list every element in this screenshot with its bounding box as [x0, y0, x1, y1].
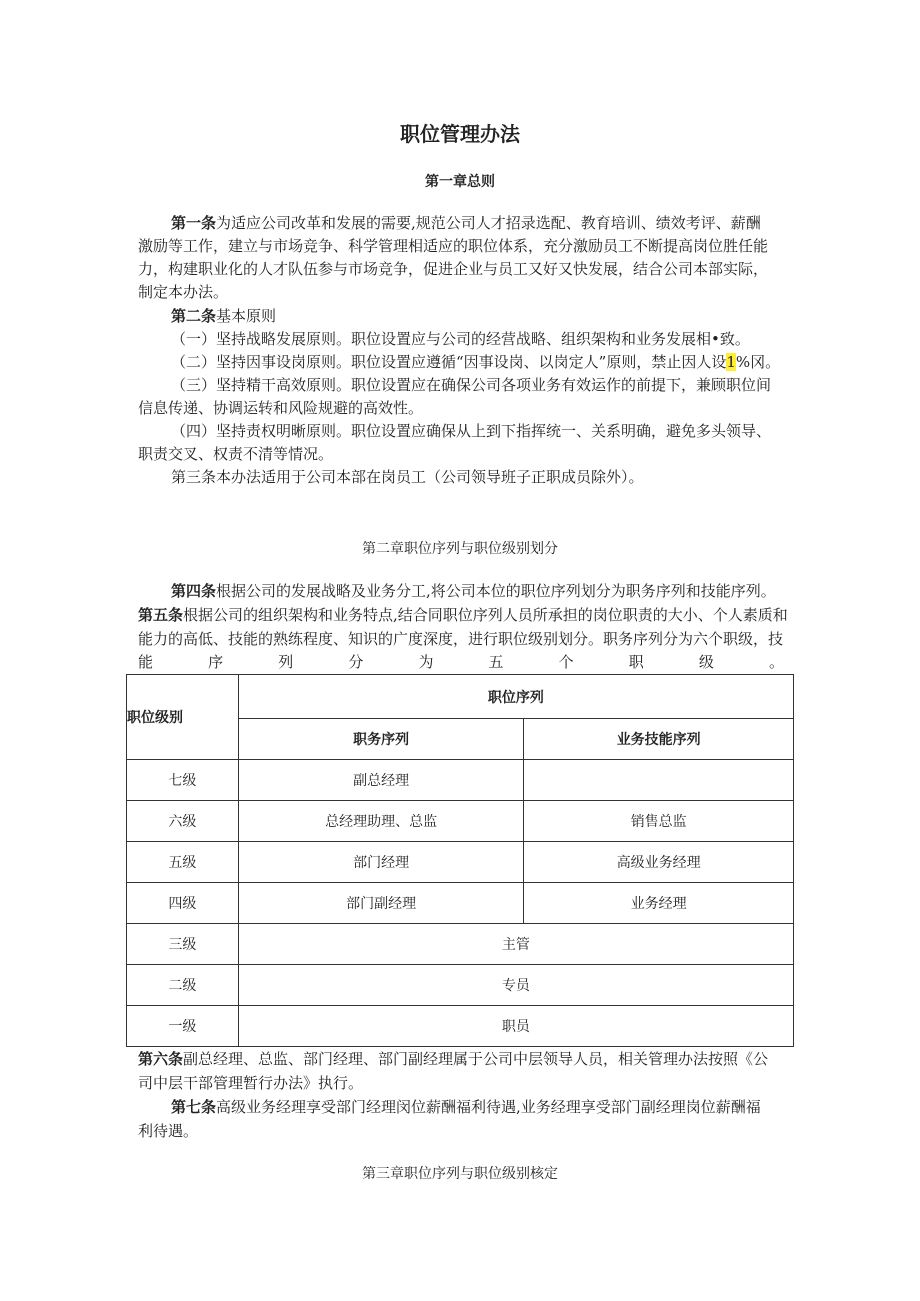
document-title: 职位管理办法 — [400, 122, 520, 146]
table-row — [127, 883, 794, 924]
article-1-text: 为适应公司改革和发展的需要,规范公司人才招录选配、教育培训、绩效考评、薪酬 — [216, 214, 761, 232]
article-3: 第三条本办法适用于公司本部在岗员工（公司领导班子正职成员除外）。 — [171, 468, 644, 486]
article-6-line: 司中层干部管理暂行办法》执行。 — [138, 1074, 364, 1092]
table-row — [127, 924, 794, 965]
highlight-mark: 1 — [726, 353, 736, 371]
header-duty: 职务序列 — [238, 719, 524, 760]
principle-4-cont: 职责交叉、权责不清等情况。 — [138, 445, 334, 463]
article-1-line: 力，构建职业化的人才队伍参与市场竞争，促进企业与员工又好又快发展，结合公司本部实际， — [138, 260, 769, 278]
char: 级 — [698, 653, 714, 671]
level-cell: 一级 — [127, 1006, 239, 1047]
article-1-line: 激励等工作，建立与市场竞争、科学管理相适应的职位体系，充分激励员工不断提高岗位胜任能 — [138, 237, 769, 255]
level-cell: 五级 — [127, 842, 239, 883]
article-6-text: 副总经理、总监、部门经理、部门副经理属于公司中层领导人员，相关管理办法按照《公 — [183, 1050, 769, 1068]
chapter-2-heading: 第二章职位序列与职位级别划分 — [362, 541, 558, 557]
level-cell: 七级 — [127, 760, 239, 801]
char: 能 — [138, 653, 154, 671]
article-1-line — [138, 212, 784, 235]
principle-4: （四）坚持责权明晰原则。职位设置应确保从上到下指挥统一、关系明确，避免多头领导、 — [171, 422, 772, 440]
skill-cell: 业务经理 — [524, 883, 794, 924]
duty-cell: 总经理助理、总监 — [238, 801, 524, 842]
duty-cell: 部门经理 — [238, 842, 524, 883]
char: 个 — [558, 653, 574, 671]
merged-cell: 职员 — [238, 1006, 793, 1047]
char: 。 — [768, 653, 784, 671]
principle-1: （一）坚持战略发展原则。职位设置应与公司的经营战略、组织架构和业务发展相•致。 — [171, 330, 750, 348]
level-cell: 四级 — [127, 883, 239, 924]
article-2-line — [138, 305, 817, 328]
char: 为 — [418, 653, 434, 671]
table-row — [127, 965, 794, 1006]
table-row — [127, 842, 794, 883]
char: 职 — [628, 653, 644, 671]
article-1-line: 制定本办法。 — [138, 283, 229, 301]
principle-3-cont: 信息传递、协调运转和风险规避的高效性。 — [138, 399, 424, 417]
article-5-text: 根据公司的组织架构和业务特点,结合同职位序列人员所承担的岗位职责的大小、个人素质和 — [183, 606, 788, 624]
chapter-1-heading: 第一章总则 — [425, 174, 495, 190]
skill-cell: 销售总监 — [524, 801, 794, 842]
merged-cell: 主管 — [238, 924, 793, 965]
article-6 — [138, 1048, 784, 1071]
duty-cell: 部门副经理 — [238, 883, 524, 924]
article-7-line: 利待遇。 — [138, 1122, 199, 1140]
char: 列 — [278, 653, 294, 671]
level-cell: 二级 — [127, 965, 239, 1006]
article-7-text: 高级业务经理享受部门经理闵位薪酬福利待遇,业务经理享受部门副经理岗位薪酬福 — [216, 1098, 761, 1116]
article-7 — [138, 1096, 817, 1119]
principle-2-tail: %冈。 — [735, 353, 781, 371]
table-row — [127, 760, 794, 801]
article-1-label: 第一条 — [171, 214, 217, 232]
article-5-label: 第五条 — [138, 606, 184, 624]
article-5-line: 能力的高低、技能的熟练程度、知识的广度深度，进行职位级别划分。职务序列分为六个职级，技 — [138, 630, 784, 648]
level-cell: 六级 — [127, 801, 239, 842]
article-5-justified-line — [138, 651, 784, 674]
chapter-3-heading: 第三章职位序列与职位级别核定 — [362, 1166, 558, 1182]
position-level-table — [126, 674, 794, 1047]
article-4-text: 根据公司的发展战略及业务分工,将公司本位的职位序列划分为职务序列和技能序列。 — [216, 582, 776, 600]
article-5 — [138, 604, 788, 627]
char: 序 — [208, 653, 224, 671]
skill-cell — [524, 760, 794, 801]
article-2-text: 基本原则 — [216, 307, 277, 325]
level-cell: 三级 — [127, 924, 239, 965]
article-2-label: 第二条 — [171, 307, 217, 325]
duty-cell: 副总经理 — [238, 760, 524, 801]
table-header-row — [127, 675, 794, 719]
table-row — [127, 801, 794, 842]
header-level: 职位级别 — [127, 675, 239, 760]
header-sequence: 职位序列 — [238, 675, 793, 719]
article-4 — [138, 580, 817, 603]
table-row — [127, 1006, 794, 1047]
principle-2-text: （二）坚持因事设岗原则。职位设置应遵循“因事设岗、以岗定人”原则，禁止因人设 — [171, 353, 727, 371]
merged-cell: 专员 — [238, 965, 793, 1006]
header-skill: 业务技能序列 — [524, 719, 794, 760]
skill-cell: 高级业务经理 — [524, 842, 794, 883]
principle-3: （三）坚持精干高效原则。职位设置应在确保公司各项业务有效运作的前提下，兼顾职位间 — [171, 376, 772, 394]
char: 五 — [488, 653, 504, 671]
principle-2 — [138, 351, 817, 374]
article-6-label: 第六条 — [138, 1050, 184, 1068]
article-7-label: 第七条 — [171, 1098, 217, 1116]
article-4-label: 第四条 — [171, 582, 217, 600]
char: 分 — [348, 653, 364, 671]
